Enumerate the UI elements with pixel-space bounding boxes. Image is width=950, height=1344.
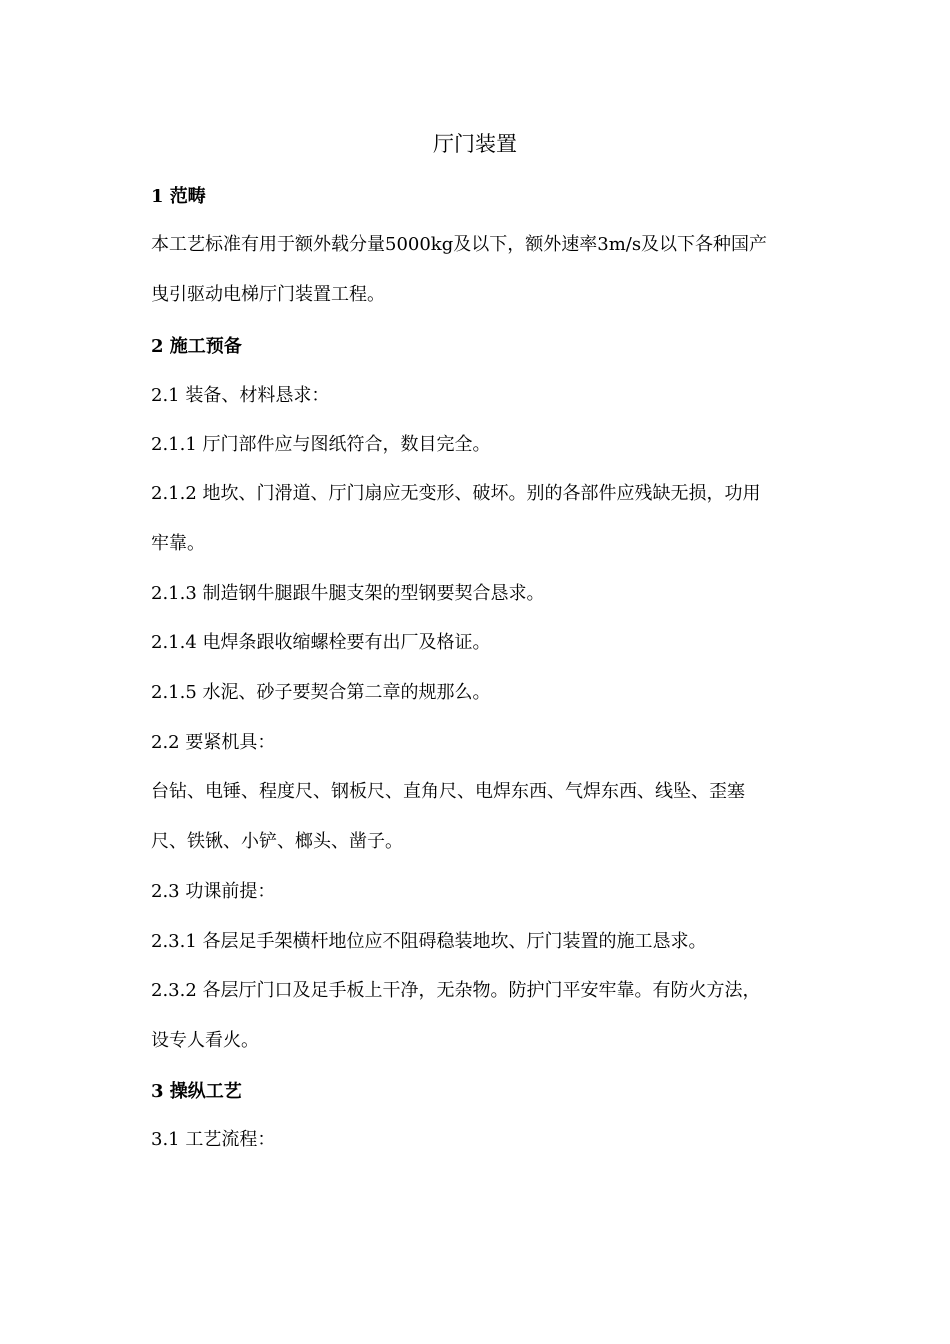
- subsection-heading: 3.1 工艺流程：: [151, 1129, 276, 1150]
- paragraph-line: 尺、铁锹、小铲、榔头、凿子。: [151, 831, 403, 852]
- paragraph-line: 2.1.3 制造钢牛腿跟牛腿支架的型钢要契合恳求。: [151, 583, 545, 604]
- paragraph-line: 本工艺标准有用于额外载分量5000kg及以下，额外速率3m/s及以下各种国产: [151, 234, 768, 255]
- section-heading-scope: 1 范畴: [151, 186, 206, 207]
- paragraph-line: 台钻、电锤、程度尺、钢板尺、直角尺、电焊东西、气焊东西、线坠、歪塞: [151, 781, 745, 802]
- paragraph-line: 牢靠。: [151, 533, 205, 554]
- paragraph-line: 设专人看火。: [151, 1030, 259, 1051]
- section-heading-preparation: 2 施工预备: [151, 336, 242, 357]
- paragraph-line: 2.1.4 电焊条跟收缩螺栓要有出厂及格证。: [151, 632, 491, 653]
- paragraph-line: 2.1.1 厅门部件应与图纸符合，数目完全。: [151, 434, 491, 455]
- subsection-heading: 2.3 功课前提：: [151, 881, 276, 902]
- paragraph-line: 曳引驱动电梯厅门装置工程。: [151, 284, 385, 305]
- document-title: 厅门装置: [433, 132, 517, 156]
- paragraph-line: 2.3.1 各层足手架横杆地位应不阻碍稳装地坎、厅门装置的施工恳求。: [151, 931, 707, 952]
- paragraph-line: 2.3.2 各层厅门口及足手板上干净，无杂物。防护门平安牢靠。有防火方法，: [151, 980, 761, 1001]
- subsection-heading: 2.2 要紧机具：: [151, 732, 276, 753]
- section-heading-operation: 3 操纵工艺: [151, 1081, 242, 1102]
- paragraph-line: 2.1.2 地坎、门滑道、厅门扇应无变形、破坏。别的各部件应残缺无损，功用: [151, 483, 761, 504]
- subsection-heading: 2.1 装备、材料恳求：: [151, 385, 330, 406]
- paragraph-line: 2.1.5 水泥、砂子要契合第二章的规那么。: [151, 682, 491, 703]
